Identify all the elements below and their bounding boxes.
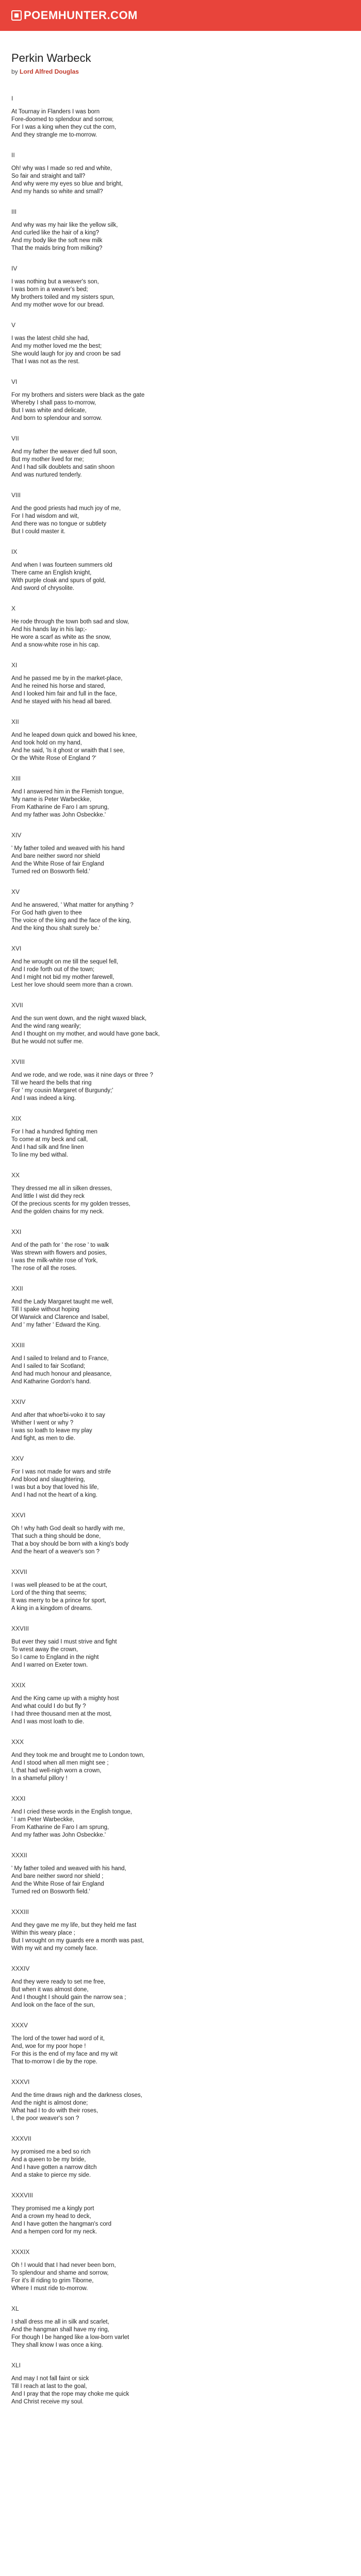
poem-line: He wore a scarf as white as the snow, — [11, 634, 111, 640]
stanza-number: XI — [11, 662, 18, 669]
stanza-number: III — [11, 208, 17, 215]
poem-line: Oh! why was I made so red and white, — [11, 165, 112, 172]
poem-line: And there was no tongue or subtlety — [11, 521, 107, 527]
stanza — [11, 1455, 350, 1499]
poem-line: And I sailed to Ireland and to France, — [11, 1355, 109, 1362]
poem-line: But I could master it. — [11, 529, 65, 535]
poem-line: And the good priests had much joy of me, — [11, 505, 121, 512]
stanza-number: XXXVII — [11, 2135, 31, 2142]
stanza — [11, 1342, 350, 1386]
stanza-number: XXVIII — [11, 1625, 29, 1632]
stanza-number: VII — [11, 435, 19, 442]
stanza-number: XIII — [11, 775, 21, 782]
poem-line: And fight, as men to die. — [11, 1435, 76, 1442]
poem-line: For I was not made for wars and strife — [11, 1469, 111, 1475]
poem-line: And sword of chrysolite. — [11, 585, 75, 591]
stanza-number: XXXVI — [11, 2078, 30, 2086]
poem-line: And the night is almost done; — [11, 2100, 88, 2106]
poem-line: And I had silk doublets and satin shoon — [11, 464, 115, 470]
poem-line: My brothers toiled and my sisters spun, — [11, 294, 115, 300]
poem-line: And he passed me by in the market-place, — [11, 675, 123, 682]
poem-line: I, the poor weaver's son ? — [11, 2115, 79, 2122]
poem-line: Whither I went or why ? — [11, 1420, 74, 1426]
poem-line: Of Warwick and Clarence and Isabel, — [11, 1314, 109, 1320]
poem-line: I had three thousand men at the most, — [11, 1711, 112, 1717]
stanza — [11, 662, 350, 706]
poem-line: With purple cloak and spurs of gold, — [11, 578, 106, 584]
stanza-number: V — [11, 321, 16, 329]
poem-line: For ' my cousin Margaret of Burgundy;' — [11, 1088, 113, 1094]
stanza-number: XXV — [11, 1455, 24, 1462]
poem-line: And the sun went down, and the night waxed black, — [11, 1015, 147, 1022]
poem-line: And blood and slaughtering, — [11, 1477, 86, 1483]
poem-line: And Katharine Gordon's hand. — [11, 1379, 91, 1385]
poem-line: And he leaped down quick and bowed his knee, — [11, 732, 137, 738]
poem-line: For this is the end of my face and my wit — [11, 2051, 118, 2057]
poem-line: And I warred on Exeter town. — [11, 1662, 88, 1668]
stanza-number: XXIII — [11, 1342, 25, 1349]
stanza-number: XVI — [11, 945, 22, 952]
stanza-number: XXVII — [11, 1568, 27, 1575]
stanza-number: XVIII — [11, 1058, 25, 1065]
poem-line: And the king thou shalt surely be.' — [11, 925, 101, 931]
poem-line: And may I not fall faint or sick — [11, 2376, 89, 2382]
poem-line: Whereby I shall pass to-morrow, — [11, 400, 96, 406]
stanza — [11, 2192, 350, 2236]
poem-line: But I wrought on my guards ere a month was past, — [11, 1938, 144, 1944]
poem-line: A king in a kingdom of dreams. — [11, 1605, 93, 1612]
poem-line: And I have gotten the hangman's cord — [11, 2221, 111, 2227]
stanza — [11, 1228, 350, 1273]
poem-line: Of the precious scents for my golden tresses, — [11, 1201, 130, 1207]
poem-content — [0, 31, 361, 2429]
poem-line: And of the path for ' the rose ' to walk — [11, 1242, 109, 1248]
poem-line: I was so loath to leave my play — [11, 1428, 92, 1434]
poem-line: And I thought I should gain the narrow sea ; — [11, 1994, 126, 2001]
stanza — [11, 321, 350, 366]
poem-line: She would laugh for joy and croon be sad — [11, 351, 121, 357]
poem-line: And his hands lay in his lap;- — [11, 626, 87, 633]
poem-line: And bare neither sword nor shield — [11, 853, 100, 859]
stanza — [11, 605, 350, 649]
stanza-number: XXXIII — [11, 1908, 29, 1916]
poem-line: And we rode, and we rode, was it nine days or three ? — [11, 1072, 153, 1078]
poem-line: So fair and straight and tall? — [11, 173, 86, 179]
poem-line: To splendour and shame and sorrow, — [11, 2270, 109, 2276]
poem-line: Turned red on Bosworth field.' — [11, 869, 90, 875]
author-link[interactable]: Lord Alfred Douglas — [20, 68, 79, 75]
poem-line: And took hold on my hand, — [11, 740, 82, 746]
stanza — [11, 1398, 350, 1443]
poem-line: Was strewn with flowers and posies, — [11, 1250, 107, 1256]
poem-line: And the hangman shall have my ring, — [11, 2327, 109, 2333]
poem-line: And they took me and brought me to London town, — [11, 1752, 145, 1758]
stanza — [11, 2305, 350, 2349]
poem-line: And a crown my head to deck, — [11, 2213, 91, 2219]
poem-line: And, woe for my poor hope ! — [11, 2043, 86, 2049]
poem-line: He rode through the town both sad and slow, — [11, 619, 129, 625]
poem-line: And my father was John Osbeckke.' — [11, 812, 106, 818]
stanza — [11, 1512, 350, 1556]
poem-line: Ivy promised me a bed so rich — [11, 2149, 91, 2155]
stanza — [11, 1738, 350, 1783]
poem-line: And a queen to be my bride, — [11, 2157, 86, 2163]
stanza — [11, 1682, 350, 1726]
poem-line: And he stayed with his head all bared. — [11, 699, 112, 705]
poem-line: And they gave me my life, but they held me fast — [11, 1922, 137, 1928]
poem-line: Till I reach at last to the goal, — [11, 2383, 87, 2389]
poem-line: Where I must ride to-morrow. — [11, 2285, 88, 2292]
poem-line: But when it was almost done, — [11, 1987, 89, 1993]
poem-line: That such a thing should be done, — [11, 1533, 101, 1539]
poem-byline — [11, 68, 350, 75]
stanza-number: I — [11, 95, 13, 102]
poem-line: I shall dress me all in silk and scarlet, — [11, 2319, 109, 2325]
stanza-number: VIII — [11, 492, 21, 499]
poem-line: But my mother lived for me; — [11, 456, 84, 463]
poem-line: But he would not suffer me. — [11, 1039, 84, 1045]
poem-line: And he wrought on me till the sequel fell, — [11, 959, 119, 965]
poem-line: And my mother loved me the best; — [11, 343, 102, 349]
byline-prefix: by — [11, 68, 18, 75]
stanza-number: IX — [11, 548, 18, 555]
stanza — [11, 378, 350, 422]
poem-line: That I was not as the rest. — [11, 359, 80, 365]
stanza-number: XIX — [11, 1115, 22, 1122]
poem-line: I was the milk-white rose of York, — [11, 1258, 98, 1264]
stanza — [11, 1002, 350, 1046]
poem-line: And the White Rose of fair England — [11, 1881, 104, 1887]
poem-line: The lord of the tower had word of it, — [11, 2036, 105, 2042]
stanza — [11, 1852, 350, 1896]
poem-line: That a boy should be born with a king's body — [11, 1541, 129, 1547]
poem-line: What had I to do with their roses, — [11, 2108, 99, 2114]
poem-line: And ' my father ' Edward the King. — [11, 1322, 101, 1328]
poem-line: And they strangle me to-morrow. — [11, 132, 97, 138]
poem-line: And look on the face of the sun, — [11, 2002, 95, 2008]
poem-line: And born to splendour and sorrow. — [11, 415, 102, 421]
poem-line: And the golden chains for my neck. — [11, 1209, 104, 1215]
stanza — [11, 208, 350, 252]
stanza-number: II — [11, 151, 15, 159]
stanza — [11, 2078, 350, 2123]
poem-line: Lest her love should seem more than a crown. — [11, 982, 133, 988]
poem-line: For my brothers and sisters were black as the gate — [11, 392, 145, 398]
poem-line: For I was a king when they cut the corn, — [11, 124, 117, 130]
poem-line: For though I be hanged like a low-born varlet — [11, 2334, 129, 2341]
poem-line: For I had wisdom and wit, — [11, 513, 79, 519]
stanza-number: XLI — [11, 2362, 21, 2369]
poem-line: And a stake to pierce my side. — [11, 2172, 91, 2178]
poem-line: Oh ! why hath God dealt so hardly with me, — [11, 1526, 125, 1532]
poem-line: Or the White Rose of England ?' — [11, 755, 96, 761]
poem-line: Lord of the thing that seems; — [11, 1590, 87, 1596]
logo-text: POEMHUNTER.COM — [24, 9, 138, 22]
poem-line: And the King came up with a mighty host — [11, 1696, 119, 1702]
poem-line: 'My name is Peter Warbeckke, — [11, 796, 92, 803]
poem-line: And I looked him fair and full in the face, — [11, 691, 117, 697]
stanza-number: XXVI — [11, 1512, 26, 1519]
site-header — [0, 0, 361, 31]
poem-line: And curled like the hair of a king? — [11, 230, 100, 236]
poem-line: ' My father toiled and weaved with his hand — [11, 845, 125, 852]
stanza — [11, 492, 350, 536]
poem-line: ' My father toiled and weaved with his hand, — [11, 1866, 126, 1872]
poem-line: And he reined his horse and stared, — [11, 683, 106, 689]
poem-line: And why was my hair like the yellow silk, — [11, 222, 118, 228]
poem-line: And I rode forth out of the town; — [11, 967, 95, 973]
poem-line: And when I was fourteen summers old — [11, 562, 112, 568]
logo-icon — [11, 10, 22, 21]
poem-line: Oh ! I would that I had never been born, — [11, 2262, 116, 2268]
poem-line: I was well pleased to be at the court, — [11, 1582, 108, 1588]
poem-line: And I had silk and fine linen — [11, 1144, 84, 1150]
poem-line: And was nurtured tenderly. — [11, 472, 82, 478]
poem-line: And I sailed to fair Scotland; — [11, 1363, 86, 1369]
stanza — [11, 2022, 350, 2066]
stanza-number: XXXIX — [11, 2248, 30, 2256]
poem-line: But I was white and delicate, — [11, 408, 87, 414]
poem-line: In a shameful pillory ! — [11, 1775, 68, 1782]
stanza-number: XXXI — [11, 1795, 26, 1802]
poem-line: Within this weary place ; — [11, 1930, 75, 1936]
stanza — [11, 1172, 350, 1216]
stanza-number: IV — [11, 265, 18, 272]
poem-line: And my father the weaver died full soon, — [11, 449, 118, 455]
poem-line: I was born in a weaver's bed; — [11, 286, 88, 293]
poem-line: And I stood when all men might see ; — [11, 1760, 109, 1766]
stanza — [11, 1568, 350, 1613]
poem-line: For it's ill riding to grim Tiborne, — [11, 2278, 94, 2284]
stanza — [11, 1908, 350, 1953]
poem-line: Turned red on Bosworth field.' — [11, 1889, 90, 1895]
stanza — [11, 151, 350, 196]
stanza-list — [11, 95, 350, 2406]
stanza — [11, 1115, 350, 1159]
stanza-number: XX — [11, 1172, 20, 1179]
poem-line: At Tournay in Flanders I was born — [11, 109, 100, 115]
poem-line: I, that had well-nigh worn a crown, — [11, 1768, 102, 1774]
poem-line: The voice of the king and the face of the king, — [11, 918, 132, 924]
poem-line: For God hath given to thee — [11, 910, 82, 916]
poem-line: ' I am Peter Warbeckke, — [11, 1817, 74, 1823]
stanza-number: X — [11, 605, 16, 612]
stanza — [11, 548, 350, 592]
poem-line: And the White Rose of fair England — [11, 861, 104, 867]
poem-line: It was merry to be a prince for sport, — [11, 1598, 107, 1604]
poem-line: To line my bed withal. — [11, 1152, 68, 1158]
poem-line: From Katharine de Faro I am sprung, — [11, 804, 109, 810]
poem-line: I was the latest child she had, — [11, 335, 89, 342]
poem-line: So I came to England in the night — [11, 1654, 99, 1660]
stanza-number: VI — [11, 378, 18, 385]
poem-line: To wrest away the crown, — [11, 1647, 78, 1653]
stanza-number: XXIV — [11, 1398, 26, 1405]
stanza-number: XXIX — [11, 1682, 26, 1689]
stanza-number: XXII — [11, 1285, 23, 1292]
poem-line: And the heart of a weaver's son ? — [11, 1549, 100, 1555]
poem-line: For I had a hundred fighting men — [11, 1129, 97, 1135]
stanza-number: XXX — [11, 1738, 24, 1745]
stanza — [11, 775, 350, 819]
poem-line: They dressed me all in silken dresses, — [11, 1185, 112, 1192]
stanza — [11, 832, 350, 876]
poem-line: And little I wist did they reck — [11, 1193, 85, 1199]
stanza-number: XXXII — [11, 1852, 27, 1859]
poem-line: And he said, 'Is it ghost or wraith that I see, — [11, 748, 125, 754]
poem-line: And Christ receive my soul. — [11, 2399, 84, 2405]
poem-line: That the maids bring from milking? — [11, 245, 103, 251]
poem-line: And what could I do but fly ? — [11, 1703, 86, 1709]
poem-line: And after that whoe'bi-voko it to say — [11, 1412, 105, 1418]
poem-line: And my hands so white and small? — [11, 189, 103, 195]
poem-line: Fore-doomed to splendour and sorrow, — [11, 116, 114, 123]
poem-line: The rose of all the roses. — [11, 1265, 77, 1272]
stanza — [11, 435, 350, 479]
poem-line: And I pray that the rope may choke me quick — [11, 2391, 129, 2397]
poem-line: And my mother wove for our bread. — [11, 302, 105, 308]
poem-line: And the time draws nigh and the darkness closes, — [11, 2092, 142, 2098]
stanza — [11, 2248, 350, 2293]
poem-line: With my wit and my comely face. — [11, 1945, 98, 1952]
stanza-number: XII — [11, 718, 19, 725]
site-logo[interactable] — [11, 9, 138, 22]
poem-line: And they were ready to set me free, — [11, 1979, 106, 1985]
poem-line: From Katharine de Faro I am sprung, — [11, 1824, 109, 1831]
poem-line: And my body like the soft new milk — [11, 238, 103, 244]
stanza — [11, 2135, 350, 2179]
poem-line: And I was most loath to die. — [11, 1719, 85, 1725]
poem-line: And the Lady Margaret taught me well, — [11, 1299, 113, 1305]
poem-line: They shall know I was once a king. — [11, 2342, 103, 2348]
poem-line: To come at my beck and call, — [11, 1137, 88, 1143]
poem-line: And I answered him in the Flemish tongue, — [11, 789, 124, 795]
stanza-number: XL — [11, 2305, 19, 2312]
poem-line: And the wind rang wearily; — [11, 1023, 81, 1029]
poem-line: And a hempen cord for my neck. — [11, 2229, 97, 2235]
stanza — [11, 95, 350, 139]
stanza-number: XVII — [11, 1002, 23, 1009]
poem-line: I was but a boy that loved his life, — [11, 1484, 99, 1490]
poem-line: And had much honour and pleasance, — [11, 1371, 112, 1377]
stanza-number: XXXIV — [11, 1965, 30, 1972]
stanza — [11, 1058, 350, 1103]
poem-line: And he answered, ' What matter for anything ? — [11, 902, 134, 908]
stanza-number: XIV — [11, 832, 22, 839]
stanza — [11, 1795, 350, 1839]
poem-line: But ever they said I must strive and fight — [11, 1639, 117, 1645]
poem-line: And I cried these words in the English tongue, — [11, 1809, 132, 1815]
poem-line: And I might not bid my mother farewell, — [11, 974, 114, 980]
stanza — [11, 718, 350, 762]
poem-line: And a snow-white rose in his cap. — [11, 642, 100, 648]
poem-line: And bare neither sword nor shield ; — [11, 1873, 104, 1879]
stanza — [11, 888, 350, 933]
poem-line: And I have gotten a narrow ditch — [11, 2164, 97, 2171]
stanza-number: XXXVIII — [11, 2192, 34, 2199]
poem-line: And I was indeed a king. — [11, 1095, 76, 1101]
poem-line: And my father was John Osbeckke.' — [11, 1832, 106, 1838]
poem-line: And I had not the heart of a king. — [11, 1492, 97, 1498]
stanza — [11, 1965, 350, 2009]
poem-line: They promised me a kingly port — [11, 2206, 94, 2212]
poem-line: Till we heard the bells that ring — [11, 1080, 92, 1086]
stanza-number: XXXV — [11, 2022, 28, 2029]
stanza-number: XV — [11, 888, 20, 895]
poem-line: And I thought on my mother, and would have gone back, — [11, 1031, 160, 1037]
stanza-number: XXI — [11, 1228, 22, 1235]
stanza — [11, 1625, 350, 1669]
poem-line: That to-morrow I die by the rope. — [11, 2059, 97, 2065]
poem-line: There came an English knight, — [11, 570, 92, 576]
stanza — [11, 945, 350, 989]
poem-line: I was nothing but a weaver's son, — [11, 279, 99, 285]
poem-line: And why were my eyes so blue and bright, — [11, 181, 123, 187]
stanza — [11, 265, 350, 309]
stanza — [11, 1285, 350, 1329]
poem-line: Till I spake without hoping — [11, 1307, 79, 1313]
poem-title: Perkin Warbeck — [11, 52, 91, 64]
stanza — [11, 2362, 350, 2406]
